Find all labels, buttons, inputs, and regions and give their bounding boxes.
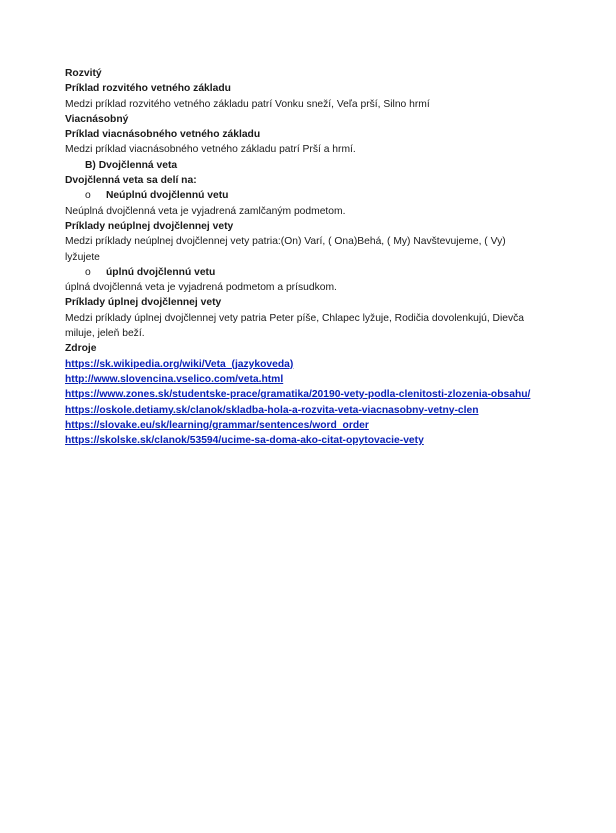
source-link-skolske[interactable]: https://skolske.sk/clanok/53594/ucime-sa-doma-ako-citat-opytovacie-vety [65,435,424,447]
heading-example-viacnasobny: Príklad viacnásobného vetného základu [65,129,261,141]
paragraph-uplna: úplná dvojčlenná veta je vyjadrená podmetom a prísudkom. [65,282,337,294]
bullet-marker: o [85,266,91,278]
heading-viacnasobny: Viacnásobný [65,113,129,125]
list-item-uplna [65,265,565,280]
list-item-uplna-label: úplnú dvojčlennú vetu [106,266,216,278]
source-link-oskole[interactable]: https://oskole.detiamy.sk/clanok/skladba-hola-a-rozvita-veta-viacnasobny-vetny-clen [65,404,479,416]
heading-rozvity: Rozvitý [65,68,102,79]
heading-delenie: Dvojčlenná veta sa delí na: [65,175,197,187]
list-item-neuplna [65,188,565,203]
paragraph-example-rozvity: Medzi príklad rozvitého vetného základu patrí Vonku sneží, Veľa prší, Silno hrmí [65,98,430,110]
heading-zdroje: Zdroje [65,343,97,355]
list-item-neuplna-label: Neúplnú dvojčlennú vetu [106,190,229,202]
paragraph-example-neuplna: Medzi príklady neúplnej dvojčlennej vety patria:(On) Varí, ( Ona)Behá, ( My) Navštevujeme, ( Vy) lyžujete [65,236,506,263]
section-heading-b: B) Dvojčlenná veta [85,159,178,171]
paragraph-example-uplna: Medzi príklady úplnej dvojčlennej vety patria Peter píše, Chlapec lyžuje, Rodičia dovolenkujú, Dievča miluje, jeleň beží. [65,312,525,340]
source-link-wikipedia[interactable]: https://sk.wikipedia.org/wiki/Veta_(jazykoveda) [65,358,294,370]
heading-example-uplna: Príklady úplnej dvojčlennej vety [65,297,222,309]
source-link-zones[interactable]: https://www.zones.sk/studentske-prace/gramatika/20190-vety-podla-clenitosti-zlozenia-obsahu/ [65,389,531,401]
source-link-slovake[interactable]: https://slovake.eu/sk/learning/grammar/sentences/word_order [65,419,369,431]
paragraph-example-viacnasobny: Medzi príklad viacnásobného vetného základu patrí Prší a hrmí. [65,144,356,156]
source-link-slovencina[interactable]: http://www.slovencina.vselico.com/veta.html [65,373,284,385]
document-body [65,66,565,448]
heading-example-rozvity: Príklad rozvitého vetného základu [65,83,231,95]
heading-example-neuplna: Príklady neúplnej dvojčlennej vety [65,220,234,232]
paragraph-neuplna: Neúplná dvojčlenná veta je vyjadrená zamlčaným podmetom. [65,205,346,217]
bullet-marker: o [85,190,91,202]
